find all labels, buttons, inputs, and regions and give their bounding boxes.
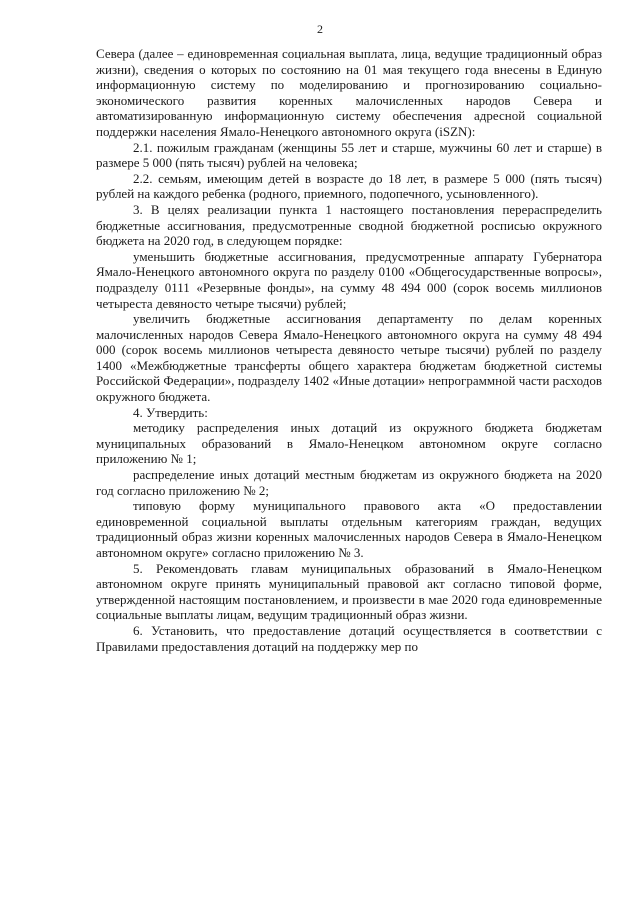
paragraph-4-template: типовую форму муниципального правового акта «О предоставлении единовременной социальной выплаты отдельным категориям граждан, ведущих традиционный образ жизни коренных малочисленных народов Севера в Ямало-Ненецком автономном округе» согласно приложению № 3. <box>96 498 602 560</box>
document-body <box>96 46 602 654</box>
page-number: 2 <box>317 22 323 36</box>
paragraph-4-methodology: методику распределения иных дотаций из окружного бюджета бюджетам муниципальных образований в Ямало-Ненецком автономном округе согласно приложению № 1; <box>96 420 602 467</box>
paragraph-4: 4. Утвердить: <box>133 404 208 420</box>
paragraph-4-distribution: распределение иных дотаций местным бюджетам из окружного бюджета на 2020 год согласно приложению № 2; <box>96 467 602 498</box>
paragraph-5: 5. Рекомендовать главам муниципальных образований в Ямало-Ненецком автономном округе принять муниципальный правовой акт согласно типовой форме, утвержденной настоящим постановлением, и произвести в мае 2020 года единовременные социальные выплаты лицам, ведущим традиционный образ жизни. <box>96 560 602 623</box>
paragraph-2-2: 2.2. семьям, имеющим детей в возрасте до 18 лет, в размере 5 000 (пять тысяч) рублей на каждого ребенка (родного, приемного, подопечного, усыновленного). <box>96 170 602 202</box>
paragraph-3-increase: увеличить бюджетные ассигнования департаменту по делам коренных малочисленных народов Севера Ямало-Ненецкого автономного округа на сумму 48 494 000 (сорок восемь миллионов четыреста девяносто четыре тысячи) рублей по разделу 1400 «Межбюджетные трансферты общего характера бюджетам бюджетной системы Российской Федерации», подразделу 1402 «Иные дотации» непрограммной части расходов окружного бюджета. <box>96 311 602 405</box>
paragraph-continuation: Севера (далее – единовременная социальная выплата, лица, ведущие традиционный образ жизни), сведения о которых по состоянию на 01 мая текущего года внесены в Единую информационную систему по моделированию и прогнозированию социально-экономического развития коренных малочисленных народов Севера и автоматизированную информационную систему обеспечения адресной социальной поддержки населения Ямало-Ненецкого автономного округа (iSZN): <box>96 46 602 139</box>
paragraph-3: 3. В целях реализации пункта 1 настоящего постановления перераспределить бюджетные ассигнования, предусмотренные сводной бюджетной росписью окружного бюджета на 2020 год, в следующем порядке: <box>96 201 602 249</box>
paragraph-3-decrease: уменьшить бюджетные ассигнования, предусмотренные аппарату Губернатора Ямало-Ненецкого автономного округа по разделу 0100 «Общегосударственные вопросы», подразделу 0111 «Резервные фонды», на сумму 48 494 000 (сорок восемь миллионов четыреста девяносто четыре тысячи) рублей; <box>96 248 602 311</box>
paragraph-6: 6. Установить, что предоставление дотаций осуществляется в соответствии с Правилами предоставления дотаций на поддержку мер по <box>96 622 602 654</box>
paragraph-2-1: 2.1. пожилым гражданам (женщины 55 лет и старше, мужчины 60 лет и старше) в размере 5 000 (пять тысяч) рублей на человека; <box>96 139 602 171</box>
